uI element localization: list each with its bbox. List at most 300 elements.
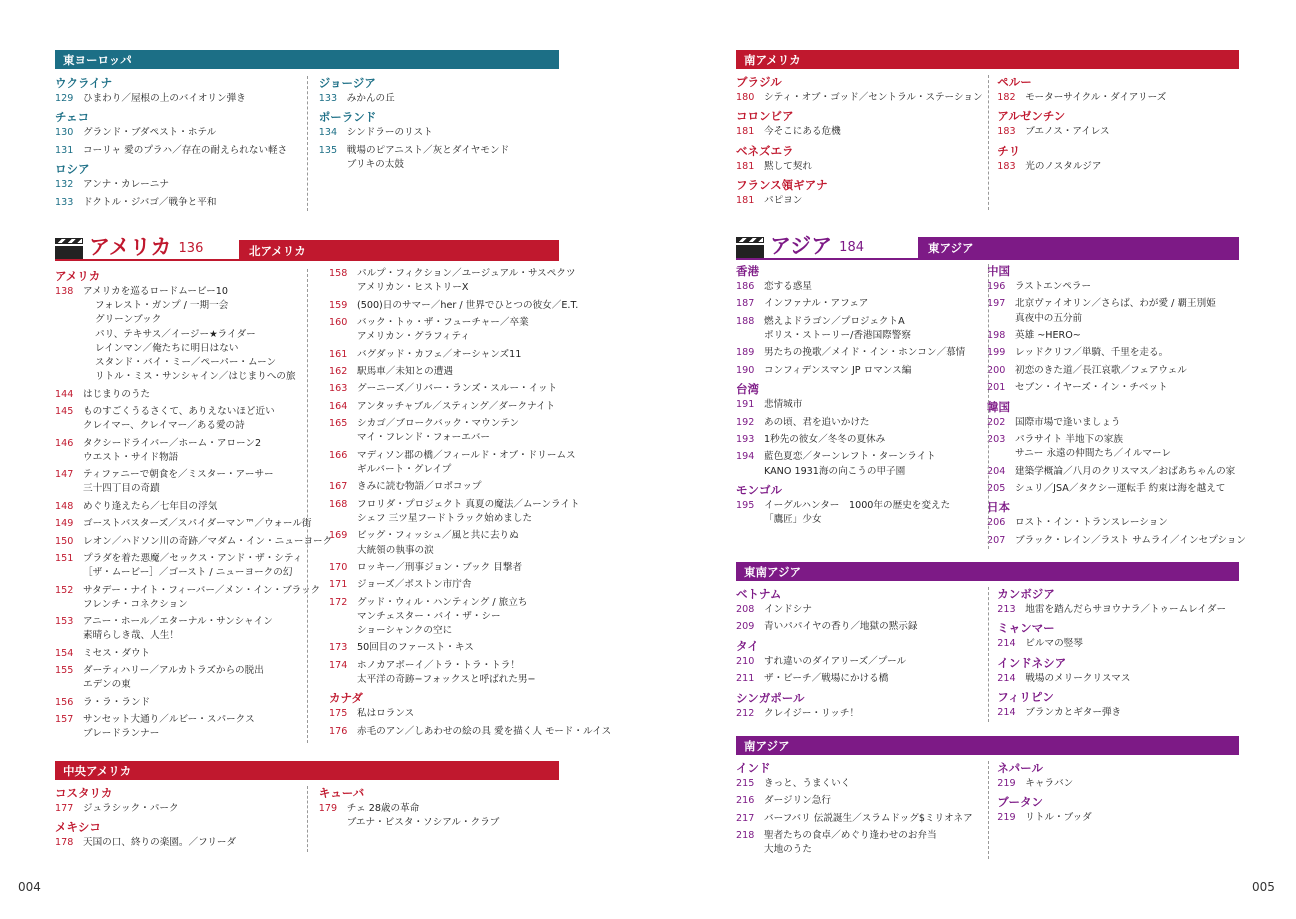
film-titles xyxy=(764,315,977,343)
film-title: 私はロランス xyxy=(357,708,415,720)
asia-region-header xyxy=(736,229,864,259)
film-titles xyxy=(357,382,579,396)
film-titles xyxy=(764,620,987,634)
film-title: コンフィデンスマン JP ロマンス編 xyxy=(764,364,912,376)
film-titles xyxy=(357,348,579,362)
film-titles xyxy=(83,696,317,710)
film-subtitle: レインマン／俺たちに明日はない xyxy=(95,342,239,354)
country-heading: メキシコ xyxy=(55,820,101,835)
film-titles xyxy=(357,449,579,477)
film-titles xyxy=(1015,482,1239,496)
film-title: チェ 28歳の革命 xyxy=(346,803,420,814)
page-number: 166 xyxy=(329,449,348,461)
film-titles xyxy=(764,499,977,527)
film-entry xyxy=(736,346,977,360)
country-heading: チリ xyxy=(997,143,1021,158)
film-title: ギルバート・グレイプ xyxy=(357,463,452,475)
film-titles xyxy=(347,126,559,140)
film-titles xyxy=(83,664,317,692)
film-title: フロリダ・プロジェクト 真夏の魔法／ムーンライト xyxy=(357,498,580,510)
page-number: 217 xyxy=(736,812,755,824)
film-entry xyxy=(329,529,579,557)
film-title: マンチェスター・バイ・ザ・シー xyxy=(357,610,501,622)
film-title: グーニーズ／リバー・ランズ・スルー・イット xyxy=(357,383,558,395)
page-number: 187 xyxy=(736,298,755,310)
film-titles xyxy=(357,578,579,592)
page-number: 157 xyxy=(55,714,74,726)
country-heading: ジョージア xyxy=(318,76,376,90)
film-title: アンタッチャブル／スティング／ダークナイト xyxy=(357,400,556,412)
film-title: 戦場のメリークリスマス xyxy=(1025,672,1131,684)
page-number: 196 xyxy=(987,281,1006,292)
film-entry xyxy=(55,552,317,580)
page-number: 163 xyxy=(329,383,348,395)
film-title: ウエスト・サイド物語 xyxy=(83,451,179,463)
column-divider xyxy=(988,75,989,210)
film-titles xyxy=(83,92,307,106)
film-entry xyxy=(997,777,1239,791)
film-entry xyxy=(987,534,1246,548)
film-title: パラサイト 半地下の家族 xyxy=(1015,433,1123,445)
film-titles xyxy=(764,91,987,105)
film-title: ［ザ・ムービー］／ゴースト / ニューヨークの幻 xyxy=(83,567,293,579)
film-entry xyxy=(736,777,987,791)
film-titles xyxy=(1015,381,1239,395)
america-region-header xyxy=(55,230,203,260)
page-number: 183 xyxy=(997,160,1016,172)
film-title: クレイジー・リッチ！ xyxy=(764,707,860,719)
north-america-section xyxy=(55,267,612,745)
film-title: ジュラシック・パーク xyxy=(83,803,179,814)
country-heading: コスタリカ xyxy=(55,786,113,800)
page-number: 214 xyxy=(997,707,1016,719)
southeast-asia-section xyxy=(736,562,1239,724)
asia-underline xyxy=(736,258,1239,260)
film-title: 青いパパイヤの香り／地獄の黙示録 xyxy=(764,621,918,633)
column-divider xyxy=(988,264,989,549)
central-america-col2 xyxy=(307,784,559,854)
film-entry xyxy=(987,329,1239,343)
country-heading: ブータン xyxy=(997,795,1043,810)
central-america-header: 中央アメリカ xyxy=(55,761,559,780)
film-title: ラストエンペラー xyxy=(1015,281,1092,292)
east-europe-header: 東ヨーロッパ xyxy=(55,50,559,69)
country-heading: チェコ xyxy=(55,110,90,125)
page-number: 135 xyxy=(318,144,338,156)
film-titles xyxy=(1025,811,1239,825)
film-title: エデンの東 xyxy=(83,679,131,691)
film-titles xyxy=(1015,465,1239,479)
film-title: ドクトル・ジバゴ／戦争と平和 xyxy=(83,196,217,208)
film-titles xyxy=(347,92,559,106)
film-titles xyxy=(83,713,317,741)
film-entry xyxy=(55,405,317,433)
country-heading: 台湾 xyxy=(736,382,759,397)
film-titles xyxy=(357,299,579,313)
film-title: 初恋のきた道／長江哀歌／フェアウェル xyxy=(1015,364,1187,376)
film-titles xyxy=(83,836,307,850)
film-title: クレイマー、クレイマー／ある愛の詩 xyxy=(83,420,245,432)
page-number: 131 xyxy=(55,144,74,156)
film-title: インドシナ xyxy=(764,604,812,615)
film-entry xyxy=(329,578,579,592)
film-title: 天国の口、終りの楽園。／フリーダ xyxy=(83,837,237,849)
right-page xyxy=(648,0,1296,919)
america-title: アメリカ xyxy=(89,235,172,259)
south-asia-section xyxy=(736,736,1239,861)
page-number: 200 xyxy=(987,364,1006,376)
film-title: めぐり逢えたら／七年目の浮気 xyxy=(83,500,218,512)
film-entry xyxy=(736,603,987,617)
north-america-header: 北アメリカ xyxy=(239,240,559,261)
film-subtitle: フォレスト・ガンプ / 一期一会 xyxy=(95,300,229,312)
film-title: シンドラーのリスト xyxy=(346,127,433,139)
page-number: 154 xyxy=(55,647,74,659)
film-titles xyxy=(1015,329,1239,343)
page-number: 182 xyxy=(997,92,1016,103)
country-heading: モンゴル xyxy=(736,482,782,497)
page-number: 213 xyxy=(997,604,1016,615)
page-number: 172 xyxy=(329,596,348,608)
film-entry xyxy=(55,468,317,496)
film-titles xyxy=(83,500,317,514)
country-heading: タイ xyxy=(736,638,759,653)
film-title: ジョーズ／ボストン市庁舎 xyxy=(357,579,472,591)
south-america-header: 南アメリカ xyxy=(736,50,1239,69)
film-entry xyxy=(987,346,1239,360)
page-number: 189 xyxy=(736,347,755,359)
film-titles xyxy=(83,802,307,816)
film-title: ロッキー／刑事ジョン・ブック 目撃者 xyxy=(357,561,523,573)
film-title: ブレードランナー xyxy=(83,728,160,740)
film-title: ゴーストバスターズ／スパイダーマン™／ウォール街 xyxy=(83,518,312,530)
film-titles xyxy=(83,196,307,210)
film-title: 黙して契れ xyxy=(764,160,812,172)
country-heading: ベネズエラ xyxy=(736,143,794,158)
film-subtitle: スタンド・バイ・ミー／ペーパー・ムーン xyxy=(95,357,277,369)
page-number: 201 xyxy=(987,382,1006,394)
film-entry xyxy=(987,416,1239,430)
page-number: 133 xyxy=(318,93,338,104)
film-title: ショーシャンクの空に xyxy=(357,625,453,637)
film-titles xyxy=(83,405,317,433)
film-titles xyxy=(1025,603,1239,617)
film-entry xyxy=(736,194,987,208)
asia-title: アジア xyxy=(770,234,833,258)
film-title: 真夜中の五分前 xyxy=(1015,312,1083,324)
page-number: 144 xyxy=(55,388,74,400)
film-title: バグダッド・カフェ／オーシャンズ11 xyxy=(357,348,522,360)
east-europe-section xyxy=(55,50,559,213)
film-title: ザ・ビーチ／戦場にかける橋 xyxy=(764,673,889,685)
film-titles xyxy=(1025,706,1239,720)
page-number: 181 xyxy=(736,195,755,207)
page-number: 159 xyxy=(329,299,348,311)
film-entry xyxy=(987,433,1239,461)
east-asia-section xyxy=(736,262,1246,551)
page-number-right: 005 xyxy=(1252,880,1275,894)
page-number: 152 xyxy=(55,584,74,596)
country-heading: ベトナム xyxy=(736,587,782,601)
film-title: ダージリン急行 xyxy=(764,795,831,807)
film-titles xyxy=(1025,637,1239,651)
page-number: 150 xyxy=(55,535,74,547)
page-number: 153 xyxy=(55,616,74,628)
film-entry xyxy=(736,672,987,686)
film-title: イーグルハンター 1000年の歴史を変えた xyxy=(764,499,951,511)
film-entry xyxy=(736,794,987,808)
film-entry xyxy=(987,364,1239,378)
film-titles xyxy=(1015,516,1239,530)
page-number: 214 xyxy=(997,672,1016,684)
page-number: 210 xyxy=(736,655,755,667)
film-titles xyxy=(764,812,987,826)
film-titles xyxy=(764,280,977,294)
film-entry xyxy=(55,584,321,612)
film-entry xyxy=(55,196,307,210)
film-titles xyxy=(1025,672,1239,686)
country-heading: キューバ xyxy=(318,786,365,800)
film-entry xyxy=(997,91,1239,105)
film-title: 北京ヴァイオリン／さらば、わが愛 / 覇王別姫 xyxy=(1015,298,1216,310)
film-entry xyxy=(736,364,977,378)
film-entry xyxy=(736,707,987,721)
film-titles xyxy=(357,641,579,655)
film-titles xyxy=(83,468,317,496)
film-title: 大地のうた xyxy=(764,844,812,856)
film-title: ラ・ラ・ランド xyxy=(83,696,151,708)
country-heading: カンボジア xyxy=(997,587,1055,601)
film-title: レオン／ハドソン川の奇跡／マダム・イン・ニューヨーク xyxy=(83,535,333,547)
east-asia-col1 xyxy=(736,262,977,551)
page-number: 138 xyxy=(55,286,74,297)
page-number: 146 xyxy=(55,437,74,449)
film-titles xyxy=(83,388,317,402)
page-number: 215 xyxy=(736,778,755,789)
page-number: 218 xyxy=(736,830,755,842)
film-entry xyxy=(997,637,1239,651)
film-entry xyxy=(987,280,1239,294)
film-titles xyxy=(764,416,977,430)
page-number: 164 xyxy=(329,400,348,412)
film-title: (500)日のサマー／her / 世界でひとつの彼女／E.T. xyxy=(357,299,579,311)
film-titles xyxy=(764,364,977,378)
film-entry xyxy=(55,802,307,816)
page-number: 204 xyxy=(987,465,1006,477)
film-entry xyxy=(736,829,987,857)
film-entry xyxy=(736,280,977,294)
film-entry xyxy=(997,160,1239,174)
film-entry xyxy=(319,92,559,106)
film-entry xyxy=(736,297,977,311)
country-heading: 日本 xyxy=(987,500,1010,515)
america-page: 136 xyxy=(178,241,204,256)
southeast-asia-col1 xyxy=(736,585,987,724)
film-title: パルプ・フィクション／ユージュアル・サスペクツ xyxy=(357,268,576,279)
film-title: 1秒先の彼女／冬冬の夏休み xyxy=(764,433,886,445)
film-title: ホノカアボーイ／トラ・トラ・トラ！ xyxy=(357,659,520,671)
film-title: 今そこにある危機 xyxy=(764,126,841,138)
page-number: 156 xyxy=(55,696,74,708)
film-entry xyxy=(736,655,987,669)
film-entry xyxy=(329,659,579,687)
page-number: 197 xyxy=(987,298,1006,310)
central-america-col1 xyxy=(55,784,307,854)
country-heading: ロシア xyxy=(55,162,90,177)
page-number: 177 xyxy=(55,803,74,814)
film-titles xyxy=(764,707,987,721)
film-title: サニー 永遠の仲間たち／イルマーレ xyxy=(1015,448,1171,460)
film-title: バック・トゥ・ザ・フューチャー／卒業 xyxy=(357,316,529,328)
film-titles xyxy=(1025,160,1239,174)
country-heading: アメリカ xyxy=(55,269,101,283)
film-titles xyxy=(764,297,977,311)
film-title: プラダを着た悪魔／セックス・アンド・ザ・シティ xyxy=(83,552,303,564)
page-number: 178 xyxy=(55,837,74,849)
film-title: マディソン郡の橋／フィールド・オブ・ドリームス xyxy=(357,449,576,461)
film-title: 国際市場で逢いましょう xyxy=(1015,416,1121,428)
film-entry xyxy=(329,365,579,379)
film-entry xyxy=(736,812,987,826)
page-number: 158 xyxy=(329,268,348,279)
page-number: 199 xyxy=(987,347,1006,359)
film-titles xyxy=(764,450,977,478)
central-america-section xyxy=(55,761,559,854)
film-titles xyxy=(764,433,977,447)
page-number: 192 xyxy=(736,416,755,428)
film-entry xyxy=(329,707,579,721)
film-title: サンセット大通り／ルビー・スパークス xyxy=(83,714,255,726)
page-number: 171 xyxy=(329,579,348,591)
film-titles xyxy=(83,535,332,549)
film-subtitle: パリ、テキサス／イージー★ライダー xyxy=(95,328,256,340)
page-number-left: 004 xyxy=(18,880,41,894)
film-titles xyxy=(764,125,987,139)
film-titles xyxy=(1025,91,1239,105)
film-titles xyxy=(357,267,579,295)
country-heading: コロンビア xyxy=(736,109,794,124)
film-entry xyxy=(987,482,1239,496)
film-title: マイ・フレンド・フォーエバー xyxy=(357,432,491,444)
film-titles xyxy=(1015,364,1239,378)
column-divider xyxy=(307,786,308,852)
film-entry xyxy=(736,620,987,634)
film-titles xyxy=(764,655,987,669)
page-number: 181 xyxy=(736,126,755,138)
film-title: 建築学概論／八月のクリスマス／おばあちゃんの家 xyxy=(1015,465,1236,477)
film-title: 「鷹匠」少女 xyxy=(764,514,822,526)
page-number: 211 xyxy=(736,673,755,685)
film-title: アニー・ホール／エターナル・サンシャイン xyxy=(83,616,273,628)
film-titles xyxy=(357,498,580,526)
film-title: シェフ 三ツ星フードトラック始めました xyxy=(357,512,533,524)
south-america-section xyxy=(736,50,1239,212)
clapperboard-icon xyxy=(736,237,764,259)
country-heading: ブラジル xyxy=(736,75,782,89)
film-title: シュリ／JSA／タクシー運転手 約束は海を越えて xyxy=(1015,482,1226,494)
page-number: 202 xyxy=(987,416,1006,428)
film-titles xyxy=(357,707,579,721)
film-entry xyxy=(329,348,579,362)
film-titles xyxy=(764,829,987,857)
film-title: シティ・オブ・ゴッド／セントラル・ステーション xyxy=(764,92,983,103)
page-number: 133 xyxy=(55,196,74,208)
film-title: パピヨン xyxy=(764,195,803,207)
film-title: 太平洋の奇跡−フォックスと呼ばれた男− xyxy=(357,674,536,686)
film-title: みかんの丘 xyxy=(346,93,395,104)
film-titles xyxy=(1015,416,1239,430)
film-titles xyxy=(83,584,320,612)
page-number: 181 xyxy=(736,160,755,172)
film-title: ティファニーで朝食を／ミスター・アーサー xyxy=(83,469,274,481)
film-title: キャラバン xyxy=(1025,778,1074,789)
film-titles xyxy=(1025,125,1239,139)
column-divider xyxy=(307,76,308,211)
film-title: インファナル・アフェア xyxy=(764,298,869,310)
film-entry xyxy=(329,641,579,655)
film-titles xyxy=(357,316,579,344)
film-titles xyxy=(357,725,611,739)
film-title: グランド・ブダペスト・ホテル xyxy=(83,127,217,139)
page-number: 191 xyxy=(736,399,755,411)
film-titles xyxy=(357,529,579,557)
film-title: 英雄 ~HERO~ xyxy=(1015,329,1081,341)
page-number: 170 xyxy=(329,561,348,573)
film-entry xyxy=(55,437,317,465)
film-entry xyxy=(329,480,579,494)
film-entry xyxy=(55,500,317,514)
film-entry xyxy=(997,672,1239,686)
film-title: はじまりのうた xyxy=(83,388,151,400)
country-heading: 香港 xyxy=(736,264,759,278)
film-title: 聖者たちの食卓／めぐり逢わせのお弁当 xyxy=(764,830,937,842)
film-entry xyxy=(329,299,579,313)
film-entry xyxy=(329,382,579,396)
film-title: アメリカを巡るロードムービー10 xyxy=(83,286,228,297)
film-titles xyxy=(764,194,987,208)
page-number: 165 xyxy=(329,418,348,430)
page-number: 169 xyxy=(329,530,348,542)
film-title: セブン・イヤーズ・イン・チベット xyxy=(1015,382,1168,394)
film-titles xyxy=(764,398,977,412)
film-titles xyxy=(357,480,579,494)
film-entry xyxy=(329,498,579,526)
film-title: 男たちの挽歌／メイド・イン・ホンコン／慕情 xyxy=(764,347,966,359)
film-title: アメリカン・グラフィティ xyxy=(357,331,470,343)
film-entry xyxy=(329,561,579,575)
page-number: 174 xyxy=(329,659,348,671)
film-entry xyxy=(55,388,317,402)
film-entry xyxy=(55,126,307,140)
film-titles xyxy=(357,596,579,639)
film-entry xyxy=(997,706,1239,720)
film-entry xyxy=(329,596,579,639)
film-titles xyxy=(357,417,579,445)
film-titles xyxy=(764,777,987,791)
film-title: KANO 1931海の向こうの甲子園 xyxy=(764,465,906,477)
film-entry xyxy=(987,381,1239,395)
film-titles xyxy=(357,365,579,379)
film-titles xyxy=(347,144,559,172)
film-title: ブリキの太鼓 xyxy=(346,158,404,170)
east-europe-col2 xyxy=(307,74,559,213)
film-titles xyxy=(764,346,977,360)
film-entry xyxy=(736,91,987,105)
page-number: 129 xyxy=(55,93,74,104)
page-number: 176 xyxy=(329,725,348,737)
film-entry xyxy=(329,400,579,414)
film-title: ブラック・レイン／ラスト サムライ／インセプション xyxy=(1015,534,1246,546)
